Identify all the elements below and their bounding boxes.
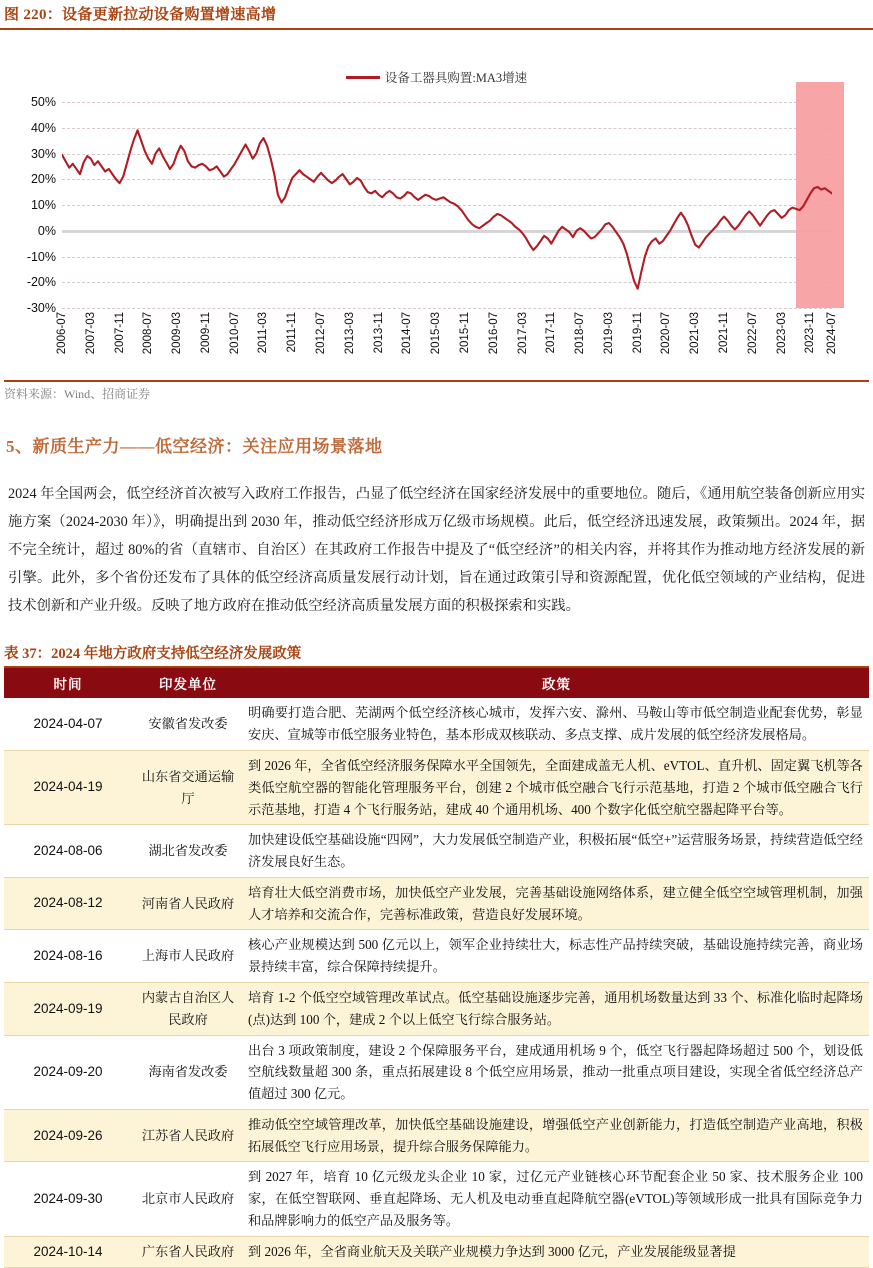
cell-policy: 到 2027 年，培育 10 亿元级龙头企业 10 家，过亿元产业链核心环节配套企业 50 家、技术服务企业 100 家，在低空智联网、垂直起降场、无人机及电动垂直起降航空器(eVTOL)等领域形成一批具有国际竞争力和品牌影响力的低空产品及服务等。 bbox=[244, 1162, 869, 1236]
cell-date: 2024-09-19 bbox=[4, 982, 132, 1035]
y-axis-tick-label: 50% bbox=[30, 95, 56, 109]
x-axis-tick-label: 2008-07 bbox=[142, 312, 155, 355]
cell-date: 2024-09-30 bbox=[4, 1162, 132, 1236]
x-axis-tick-label: 2017-11 bbox=[545, 312, 558, 354]
x-axis-tick-label: 2009-03 bbox=[171, 312, 184, 355]
cell-policy: 推动低空空域管理改革，加快低空基础设施建设，增强低空产业创新能力，打造低空制造产业高地，积极拓展低空飞行应用场景，提升综合服务保障能力。 bbox=[244, 1109, 869, 1162]
chart-plot-area bbox=[62, 102, 832, 308]
x-axis-tick-label: 2016-07 bbox=[487, 312, 500, 355]
series-line bbox=[62, 130, 832, 288]
x-axis-tick-label: 2012-07 bbox=[315, 312, 328, 355]
x-axis-tick-label: 2021-11 bbox=[718, 312, 731, 354]
cell-organization: 海南省发改委 bbox=[132, 1035, 244, 1109]
table-header-row bbox=[4, 668, 869, 698]
cell-date: 2024-08-06 bbox=[4, 825, 132, 878]
table-row bbox=[4, 1236, 869, 1267]
x-axis-tick-label: 2009-11 bbox=[199, 312, 212, 354]
x-axis-tick-label: 2014-07 bbox=[401, 312, 414, 355]
x-axis-tick-label: 2021-03 bbox=[689, 312, 702, 355]
cell-organization: 湖北省发改委 bbox=[132, 825, 244, 878]
x-axis-tick-label: 2015-11 bbox=[458, 312, 471, 354]
x-axis-tick-label: 2010-07 bbox=[228, 312, 241, 355]
x-axis-tick-label: 2011-11 bbox=[286, 312, 299, 353]
cell-organization: 内蒙古自治区人民政府 bbox=[132, 982, 244, 1035]
y-axis-tick-label: -20% bbox=[26, 275, 56, 290]
table-row bbox=[4, 1162, 869, 1236]
cell-date: 2024-04-19 bbox=[4, 750, 132, 824]
figure-source: 资料来源：Wind、招商证券 bbox=[4, 387, 151, 401]
table-row bbox=[4, 750, 869, 824]
cell-organization: 山东省交通运输厅 bbox=[132, 750, 244, 824]
x-axis-tick-label: 2024-07 bbox=[826, 312, 838, 355]
table-title-bar bbox=[4, 642, 869, 668]
x-axis-tick-label: 2011-03 bbox=[257, 312, 270, 354]
table-row bbox=[4, 1109, 869, 1162]
table-title: 表 37：2024 年地方政府支持低空经济发展政策 bbox=[4, 646, 302, 663]
cell-policy: 出台 3 项政策制度，建设 2 个保障服务平台，建成通用机场 9 个，低空飞行器起降场超过 500 个，划设低空航线数量超 300 条，重点拓展建设 8 个低空应用场景，推动一批重点项目建设，实现全省低空经济总产值超过 300 亿元。 bbox=[244, 1035, 869, 1109]
x-axis-tick-label: 2019-11 bbox=[631, 312, 644, 354]
cell-organization: 广东省人民政府 bbox=[132, 1236, 244, 1267]
table-row bbox=[4, 1035, 869, 1109]
cell-date: 2024-09-26 bbox=[4, 1109, 132, 1162]
cell-policy: 明确要打造合肥、芜湖两个低空经济核心城市，发挥六安、滁州、马鞍山等市低空制造业配套优势，彰显安庆、宣城等市低空服务业特色，基本形成双核联动、多点支撑、成片发展的低空经济发展格局。 bbox=[244, 698, 869, 750]
cell-date: 2024-04-07 bbox=[4, 698, 132, 750]
table-row bbox=[4, 930, 869, 983]
x-axis-tick-label: 2022-07 bbox=[746, 312, 759, 355]
x-axis-tick-label: 2023-11 bbox=[804, 312, 817, 354]
y-axis-tick-label: 40% bbox=[30, 120, 56, 135]
cell-organization: 河南省人民政府 bbox=[132, 877, 244, 930]
y-axis-tick-label: 20% bbox=[30, 172, 56, 187]
table-row bbox=[4, 982, 869, 1035]
cell-policy: 到 2026 年，全省商业航天及关联产业规模力争达到 3000 亿元，产业发展能级显著提 bbox=[244, 1236, 869, 1267]
chart-plot-inner bbox=[62, 102, 832, 308]
y-axis-labels bbox=[0, 95, 56, 315]
x-axis-tick-label: 2019-03 bbox=[602, 312, 615, 355]
cell-organization: 江苏省人民政府 bbox=[132, 1109, 244, 1162]
x-axis-tick-label: 2015-03 bbox=[430, 312, 443, 355]
body-paragraph: 2024 年全国两会，低空经济首次被写入政府工作报告，凸显了低空经济在国家经济发展中的重要地位。随后，《通用航空装备创新应用实施方案（2024-2030 年）》，明确提出到 2030 年，推动低空经济形成万亿级市场规模。此后，低空经济迅速发展，政策频出。2024 年，据不完全统计，超过 80%的省（直辖市、自治区）在其政府工作报告中提及了“低空经济”的相关内容，并将其作为推动地方经济发展的新引擎。此外，多个省份还发布了具体的低空经济高质量发展行动计划，旨在通过政策引导和资源配置，优化低空领域的产业结构，促进技术创新和产业升级。反映了地方政府在推动低空经济高质量发展方面的积极探索和实践。 bbox=[8, 486, 865, 614]
y-axis-tick-label: -10% bbox=[26, 249, 56, 264]
x-axis-tick-label: 2013-11 bbox=[372, 312, 385, 354]
cell-policy: 培育壮大低空消费市场，加快低空产业发展，完善基础设施网络体系，建立健全低空空域管理机制，加强人才培养和交流合作，完善标准政策，营造良好发展环境。 bbox=[244, 877, 869, 930]
x-axis-labels bbox=[56, 312, 838, 376]
x-axis-tick-label: 2017-03 bbox=[516, 312, 529, 355]
legend-label: 设备工器具购置:MA3增速 bbox=[384, 71, 528, 85]
y-axis-tick-label: 0% bbox=[37, 223, 56, 238]
table-row bbox=[4, 698, 869, 750]
figure-title: 图 220：设备更新拉动设备购置增速高增 bbox=[4, 7, 277, 23]
table-body bbox=[4, 698, 869, 1267]
cell-policy: 培育 1-2 个低空空域管理改革试点。低空基础设施逐步完善，通用机场数量达到 33 个、标准化临时起降场(点)达到 100 个，建成 2 个以上低空飞行综合服务站。 bbox=[244, 982, 869, 1035]
chart-legend bbox=[0, 68, 873, 86]
x-axis-tick-label: 2018-07 bbox=[574, 312, 587, 355]
cell-date: 2024-10-14 bbox=[4, 1236, 132, 1267]
column-header-time: 时间 bbox=[4, 668, 132, 698]
column-header-policy: 政策 bbox=[244, 668, 869, 698]
chart-container bbox=[0, 30, 873, 380]
cell-date: 2024-08-12 bbox=[4, 877, 132, 930]
table-row bbox=[4, 877, 869, 930]
section-heading: 5、新质生产力——低空经济：关注应用场景落地 bbox=[6, 437, 383, 456]
y-axis-tick-label: -30% bbox=[26, 301, 56, 315]
policy-table bbox=[4, 668, 869, 1268]
cell-organization: 北京市人民政府 bbox=[132, 1162, 244, 1236]
cell-policy: 核心产业规模达到 500 亿元以上，领军企业持续壮大，标志性产品持续突破，基础设施持续完善，商业场景持续丰富，综合保障持续提升。 bbox=[244, 930, 869, 983]
series-line-svg bbox=[62, 102, 832, 308]
x-axis-tick-label: 2013-03 bbox=[343, 312, 356, 355]
cell-organization: 上海市人民政府 bbox=[132, 930, 244, 983]
y-axis-tick-label: 10% bbox=[30, 198, 56, 212]
figure-title-bar bbox=[0, 0, 873, 30]
gridline bbox=[62, 308, 832, 309]
column-header-org: 印发单位 bbox=[132, 668, 244, 698]
x-axis-tick-label: 2007-11 bbox=[113, 312, 126, 354]
x-axis-tick-label: 2020-07 bbox=[660, 312, 673, 355]
table-row bbox=[4, 825, 869, 878]
cell-date: 2024-09-20 bbox=[4, 1035, 132, 1109]
x-axis-tick-label: 2023-03 bbox=[775, 312, 788, 355]
y-axis-tick-label: 30% bbox=[30, 146, 56, 161]
cell-date: 2024-08-16 bbox=[4, 930, 132, 983]
cell-policy: 加快建设低空基础设施“四网”，大力发展低空制造产业，积极拓展“低空+”运营服务场景，持续营造低空经济发展良好生态。 bbox=[244, 825, 869, 878]
x-axis-tick-label: 2006-07 bbox=[56, 312, 68, 355]
cell-policy: 到 2026 年，全省低空经济服务保障水平全国领先，全面建成盖无人机、eVTOL、直升机、固定翼飞机等各类低空航空器的智能化管理服务平台，创建 2 个城市低空融合飞行示范基地，打造 2 个城市低空融合飞行示范基地，打造 4 个飞行服务站，建成 40 个通用机场、400 个数字化低空航空器起降平台等。 bbox=[244, 750, 869, 824]
legend-line-swatch bbox=[346, 76, 380, 79]
x-axis-tick-label: 2007-03 bbox=[84, 312, 97, 355]
cell-organization: 安徽省发改委 bbox=[132, 698, 244, 750]
